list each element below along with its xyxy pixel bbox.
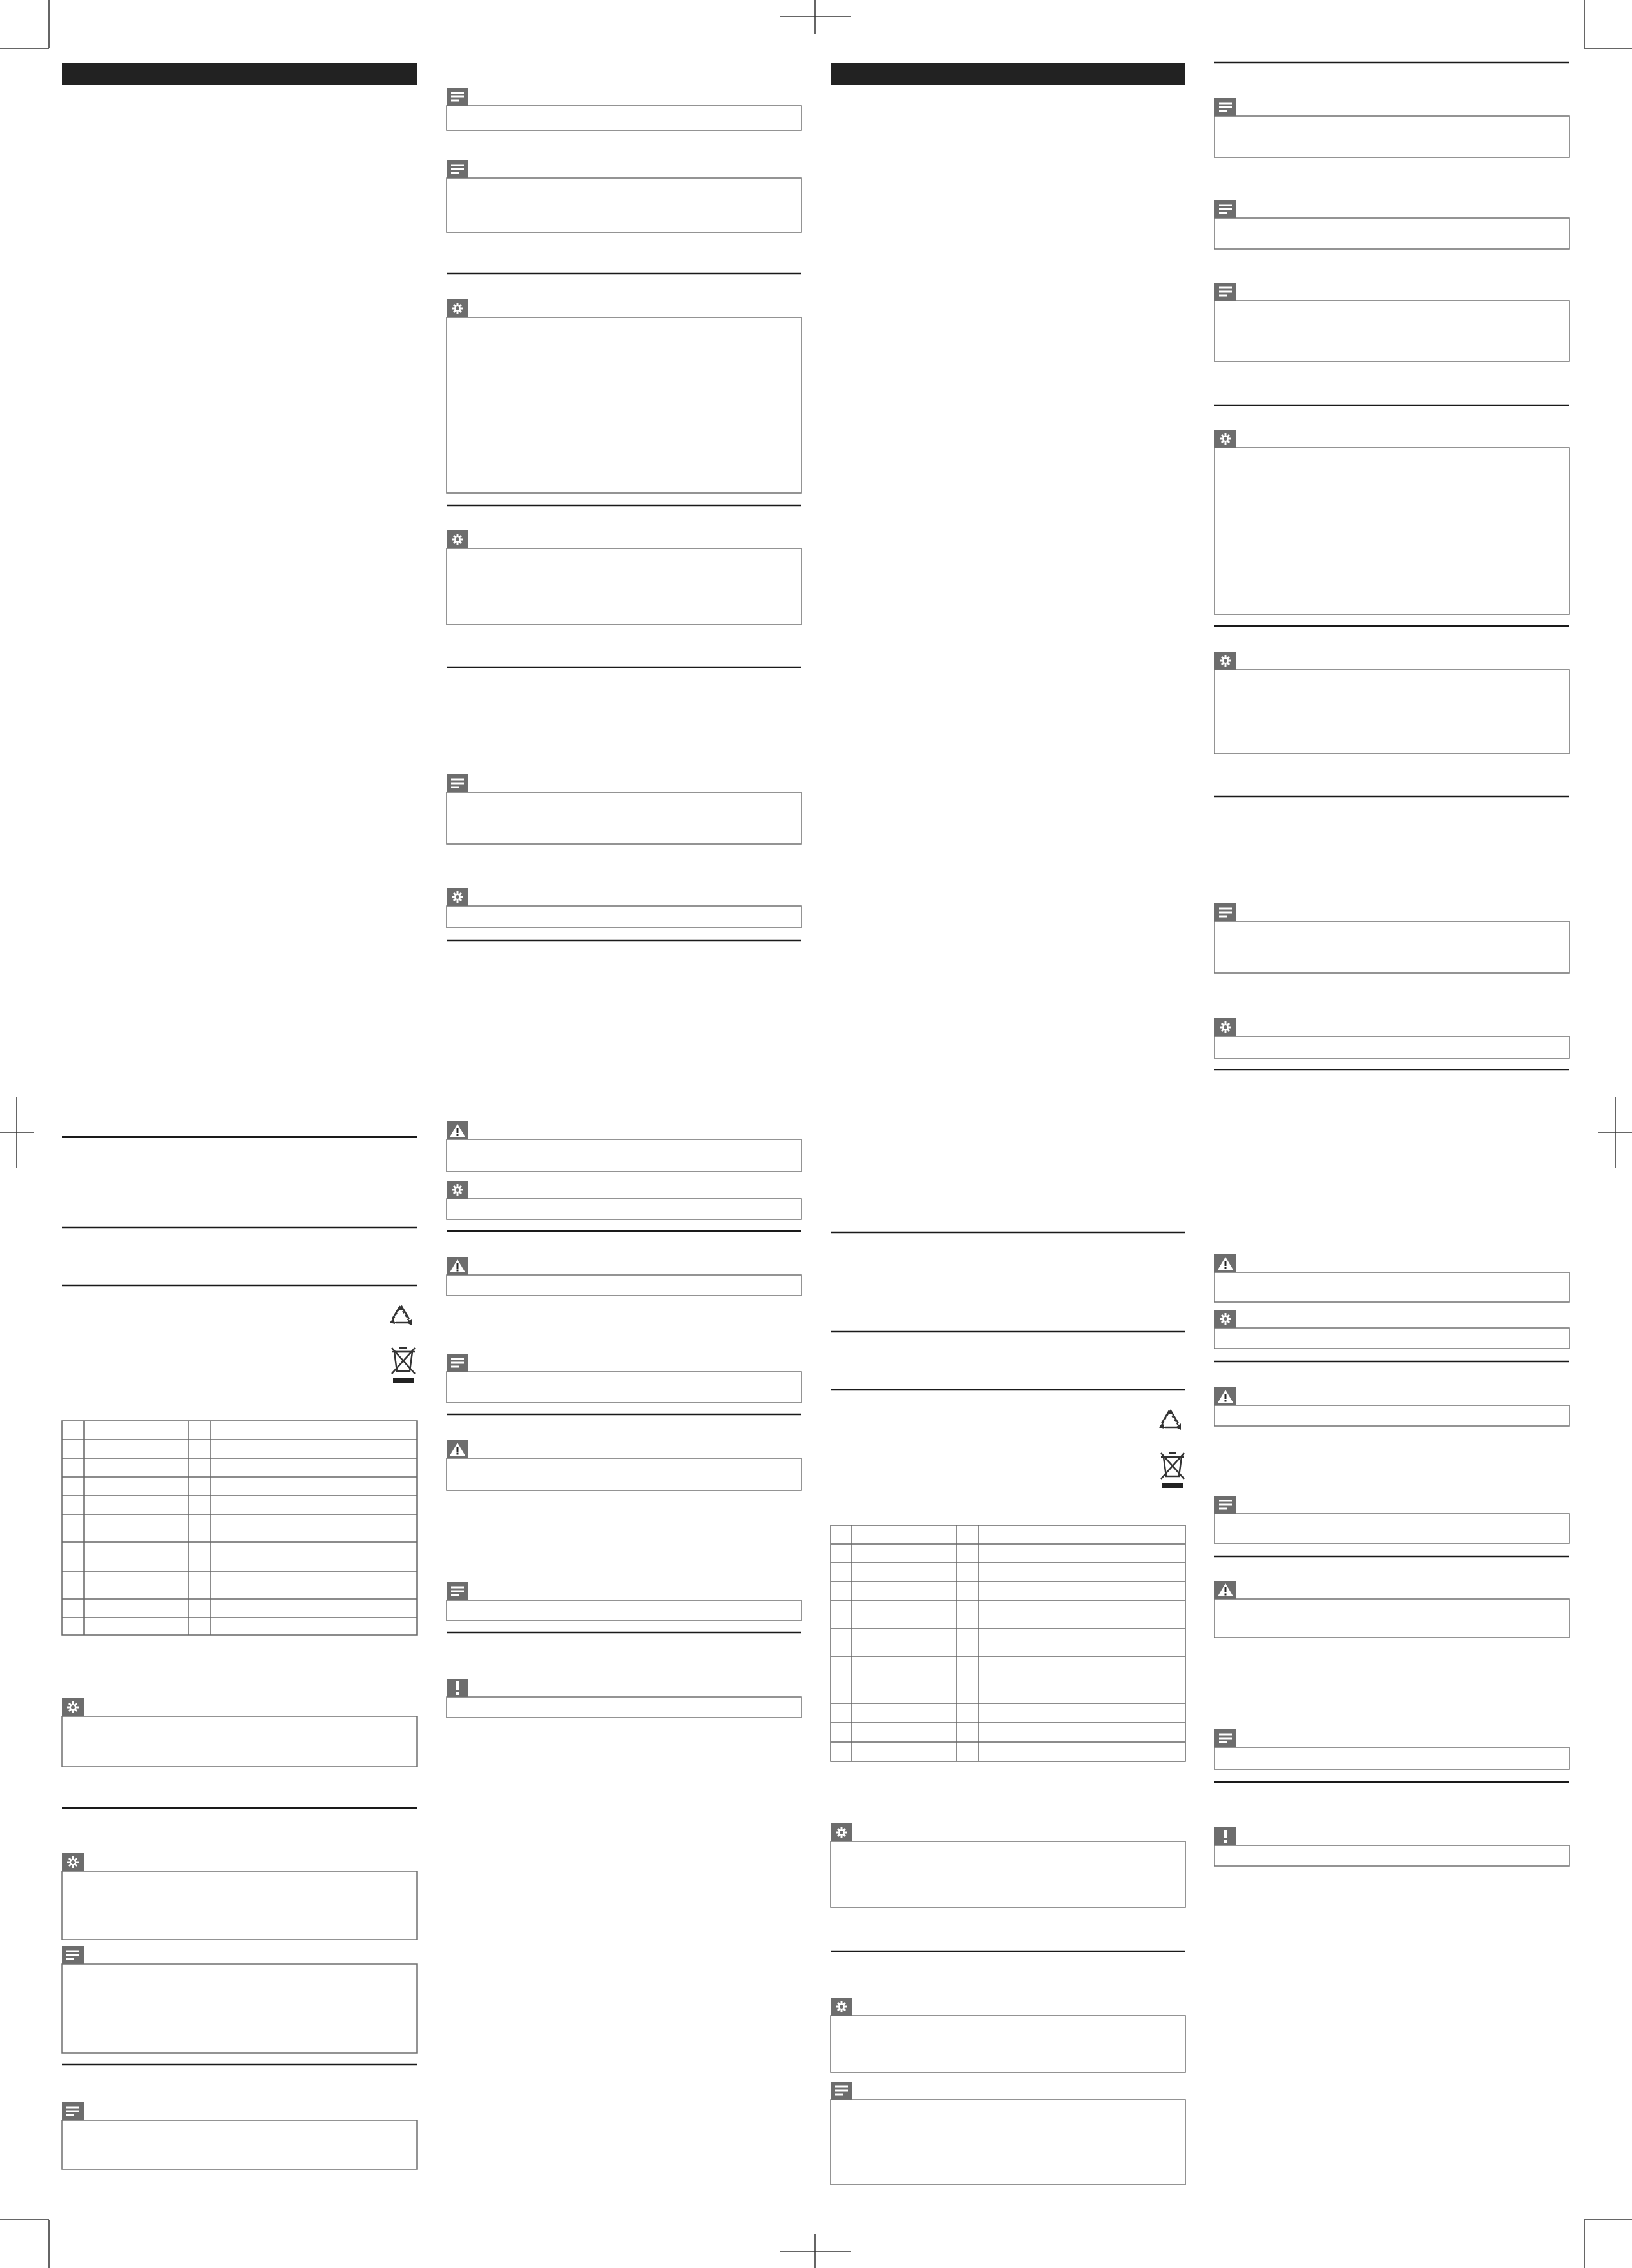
column-3 (831, 63, 1185, 2185)
note-icon (1214, 98, 1236, 116)
caution-box (447, 1697, 801, 1718)
note-box (1214, 921, 1569, 973)
note-box (447, 178, 801, 232)
note-icon (1214, 200, 1236, 218)
tip-icon (447, 530, 468, 548)
section-header-bar (831, 63, 1185, 85)
note-icon (831, 2082, 852, 2100)
warning-box (447, 1139, 801, 1172)
tip-box (1214, 448, 1569, 614)
warning-icon (447, 1121, 468, 1139)
tip-box (1214, 1328, 1569, 1349)
warning-icon (447, 1257, 468, 1275)
tip-icon (447, 299, 468, 317)
tip-icon (1214, 1018, 1236, 1036)
specification-table (831, 1525, 1185, 1761)
note-icon (447, 774, 468, 792)
tip-box (447, 906, 801, 928)
caution-icon (1214, 1827, 1236, 1845)
tip-box (62, 1871, 417, 1940)
column-2 (447, 88, 801, 1718)
caution-icon (447, 1679, 468, 1697)
tip-icon (1214, 1310, 1236, 1328)
note-box (831, 2100, 1185, 2185)
note-icon (447, 160, 468, 178)
tip-box (447, 317, 801, 493)
tip-box (1214, 670, 1569, 754)
caution-box (1214, 1845, 1569, 1866)
warning-box (447, 1458, 801, 1490)
recycle-icon (1159, 1409, 1181, 1430)
tip-icon (447, 888, 468, 906)
note-icon (62, 1946, 84, 1964)
warning-icon (1214, 1254, 1236, 1272)
warning-icon (1214, 1387, 1236, 1405)
tip-box (447, 548, 801, 625)
note-icon (1214, 283, 1236, 301)
tip-box (1214, 1036, 1569, 1058)
tip-icon (1214, 430, 1236, 448)
note-icon (447, 1354, 468, 1372)
note-box (1214, 1747, 1569, 1769)
note-box (1214, 301, 1569, 361)
tip-box (831, 2016, 1185, 2072)
tip-box (447, 1199, 801, 1219)
note-box (447, 792, 801, 844)
note-box (62, 2120, 417, 2169)
note-box (447, 1372, 801, 1403)
tip-icon (447, 1181, 468, 1199)
note-box (1214, 218, 1569, 249)
weee-bin-icon (392, 1348, 415, 1383)
note-icon (447, 1582, 468, 1600)
warning-box (1214, 1405, 1569, 1426)
column-4 (1214, 63, 1569, 1866)
recycle-icon (390, 1305, 412, 1325)
warning-icon (447, 1440, 468, 1458)
tip-box (62, 1716, 417, 1767)
note-box (62, 1964, 417, 2053)
note-box (447, 106, 801, 130)
specification-table (62, 1421, 417, 1635)
warning-box (447, 1275, 801, 1296)
note-icon (1214, 903, 1236, 921)
section-header-bar (62, 63, 417, 85)
warning-box (1214, 1272, 1569, 1302)
tip-icon (1214, 652, 1236, 670)
note-box (447, 1600, 801, 1621)
column-1 (62, 63, 417, 2169)
warning-box (1214, 1599, 1569, 1638)
note-icon (1214, 1496, 1236, 1514)
warning-icon (1214, 1581, 1236, 1599)
tip-icon (62, 1853, 84, 1871)
note-box (1214, 1514, 1569, 1543)
note-icon (62, 2102, 84, 2120)
note-icon (1214, 1729, 1236, 1747)
weee-bin-icon (1161, 1453, 1184, 1488)
tip-icon (831, 1998, 852, 2016)
note-box (1214, 116, 1569, 157)
note-icon (447, 88, 468, 106)
tip-box (831, 1841, 1185, 1907)
tip-icon (62, 1698, 84, 1716)
tip-icon (831, 1823, 852, 1841)
